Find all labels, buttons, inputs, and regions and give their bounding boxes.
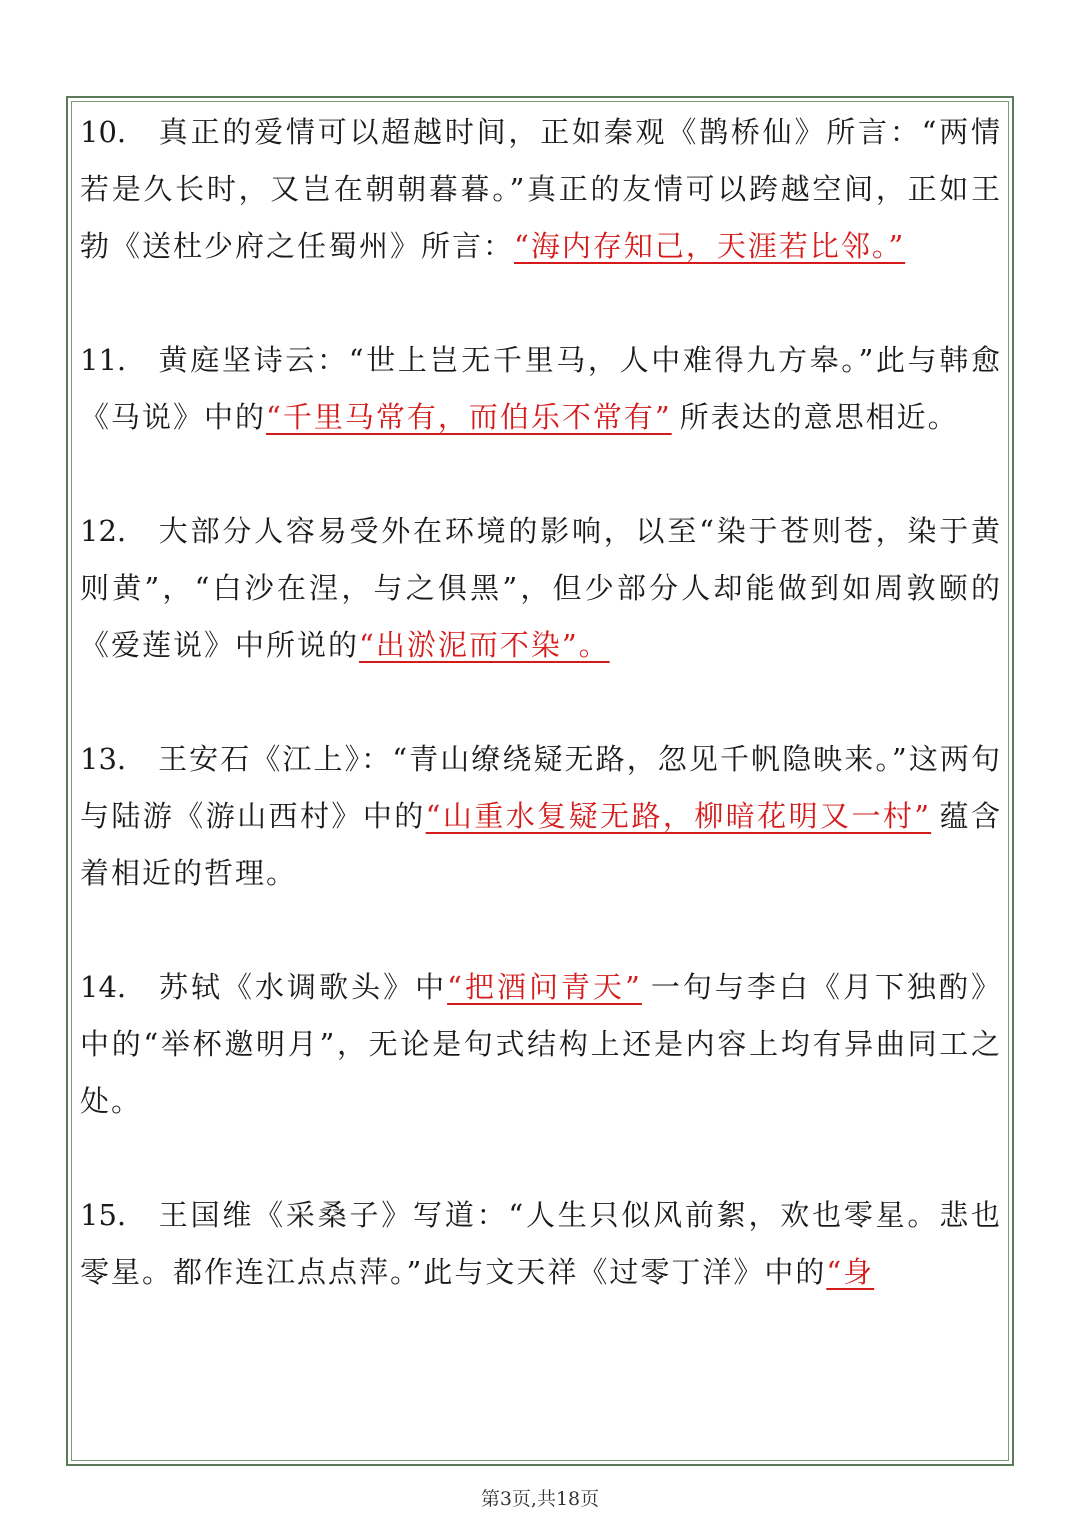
question-item-10 <box>80 104 1002 275</box>
question-text-tail: 所表达的意思相近。 <box>679 400 959 434</box>
answer-text: “千里马常有，而伯乐不常有” <box>266 400 672 434</box>
question-text-tail: 一句与李白《月下独酌》中的“举杯邀明月”，无论是句式结构上还是内容上均有异曲同工之处。 <box>80 970 1002 1118</box>
question-item-14 <box>80 959 1002 1130</box>
page-footer: 第3页,共18页 <box>480 1488 600 1510</box>
question-number: 14. <box>80 970 127 1004</box>
question-number: 11. <box>80 343 127 377</box>
question-item-13 <box>80 731 1002 902</box>
question-list <box>80 104 1002 1301</box>
answer-text: “身 <box>826 1255 875 1289</box>
question-number: 10. <box>80 115 127 149</box>
answer-text: “海内存知己，天涯若比邻。” <box>514 229 906 263</box>
question-text: 苏轼《水调歌头》中 <box>158 970 448 1004</box>
page-border-frame <box>66 96 1014 1466</box>
question-item-12 <box>80 503 1002 674</box>
answer-text: “把酒问青天” <box>447 970 642 1004</box>
question-item-11 <box>80 332 1002 446</box>
question-text: 真正的爱情可以超越时间，正如秦观《鹊桥仙》所言：“两情若是久长时，又岂在朝朝暮暮。”真正的友情可以跨越空间，正如王勃《送杜少府之任蜀州》所言： <box>80 115 1002 263</box>
question-number: 12. <box>80 514 127 548</box>
question-number: 15. <box>80 1198 127 1232</box>
question-text: 王安石《江上》：“青山缭绕疑无路，忽见千帆隐映来。”这两句与陆游《游山西村》中的 <box>80 742 1002 833</box>
question-text: 大部分人容易受外在环境的影响，以至“染于苍则苍，染于黄则黄”，“白沙在涅，与之俱黑”，但少部分人却能做到如周敦颐的《爱莲说》中所说的 <box>80 514 1002 662</box>
answer-text: “山重水复疑无路，柳暗花明又一村” <box>425 799 932 833</box>
question-text: 黄庭坚诗云：“世上岂无千里马，人中难得九方皋。”此与韩愈《马说》中的 <box>80 343 1002 434</box>
question-text-tail: 蕴含着相近的哲理。 <box>80 799 1002 890</box>
question-number: 13. <box>80 742 127 776</box>
question-text: 王国维《采桑子》写道：“人生只似风前絮，欢也零星。悲也零星。都作连江点点萍。”此与文天祥《过零丁洋》中的 <box>80 1198 1002 1289</box>
question-item-15 <box>80 1187 1002 1301</box>
answer-text: “出淤泥而不染”。 <box>359 628 610 662</box>
